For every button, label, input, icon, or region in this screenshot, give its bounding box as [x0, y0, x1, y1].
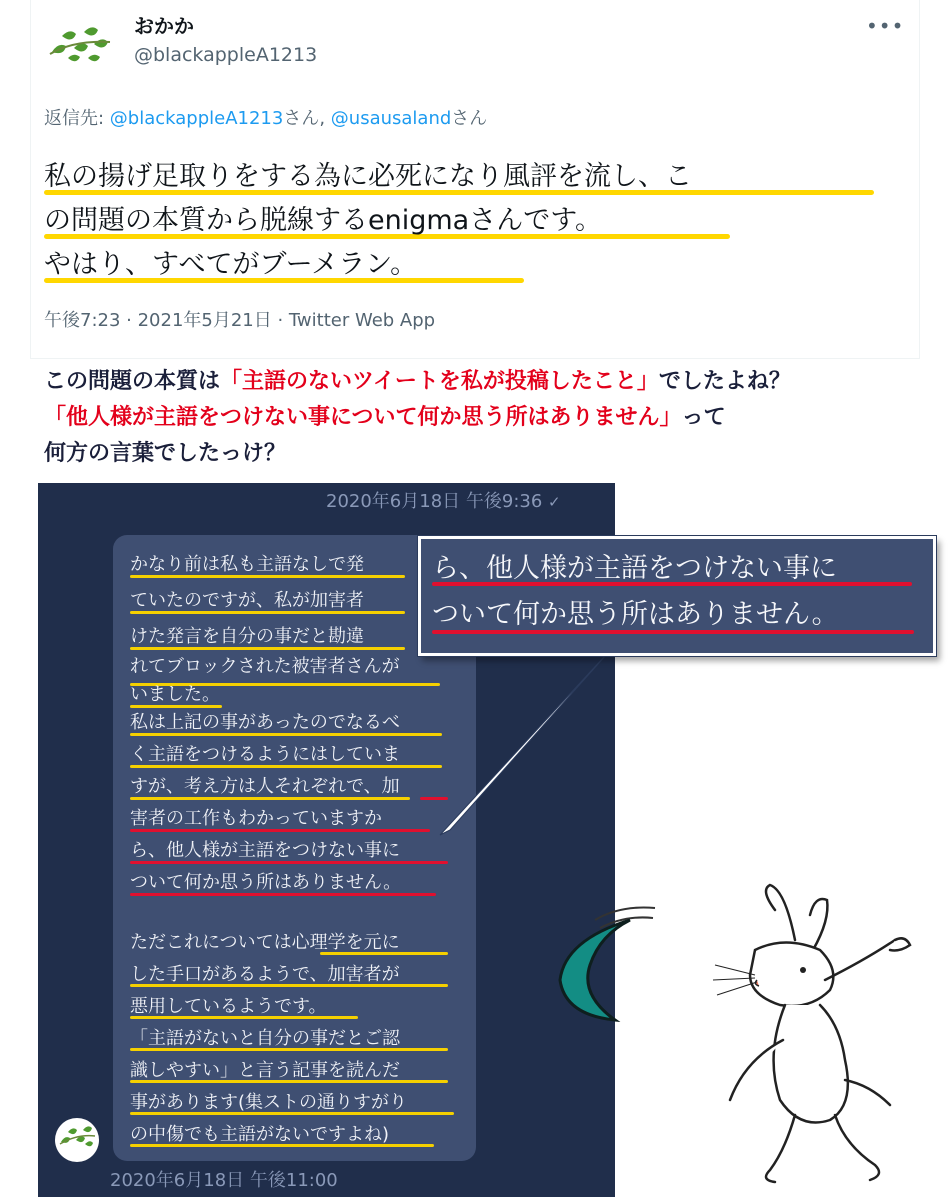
display-name[interactable]: おかか: [134, 14, 194, 38]
message-line: 識しやすい」と言う記事を読んだ: [130, 1060, 400, 1081]
rabbit-illustration: [545, 880, 945, 1200]
headline-text: でしたよね？: [658, 369, 791, 394]
reply-user-link[interactable]: @usausaland: [330, 108, 452, 129]
message-line: ついて何か思う所はありません。: [130, 872, 402, 893]
message-line: 事があります(集ストの通りすがり: [130, 1092, 408, 1113]
boomerang-illustration: [560, 920, 630, 1020]
headline-line: [44, 400, 726, 431]
message-line: かなり前は私も主語なしで発: [130, 554, 364, 575]
callout-pointer: [410, 640, 640, 840]
more-options-icon[interactable]: •••: [866, 14, 905, 38]
message-line: 害者の工作もわかっていますか: [130, 808, 382, 829]
ivy-avatar-icon[interactable]: [44, 14, 114, 74]
tweet-text-line: 私の揚げ足取りをする為に必死になり風評を流し、こ: [44, 161, 692, 192]
tweet-timestamp[interactable]: 午後7:23 · 2021年5月21日 · Twitter Web App: [44, 310, 436, 331]
message-line: すが、考え方は人それぞれで、加: [130, 776, 400, 797]
message-line: れてブロックされた被害者さんが: [130, 656, 400, 677]
message-line: した手口があるようで、加害者が: [130, 964, 400, 985]
tweet-text-line: やはり、すべてがブーメラン。: [44, 249, 418, 280]
headline-text: って: [681, 405, 726, 430]
headline-quote: 「他人様が主語をつけない事について何か思う所はありません」: [44, 405, 682, 430]
user-handle[interactable]: @blackappleA1213: [134, 44, 318, 66]
headline-quote: 「主語のないツイートを私が投稿したこと」: [220, 369, 659, 394]
message-line: 悪用しているようです。: [130, 996, 327, 1017]
message-line: ら、他人様が主語をつけない事に: [130, 840, 400, 861]
message-line: く主語をつけるようにはしていま: [130, 744, 400, 765]
message-line: けた発言を自分の事だと勘違: [130, 626, 364, 647]
message-line: 私は上記の事があったのでなるべ: [130, 712, 400, 733]
reply-prefix: 返信先:: [44, 108, 110, 129]
callout-line: ついて何か思う所はありません。: [432, 599, 839, 630]
timestamp-top: [326, 487, 561, 513]
read-check-icon: ✓: [548, 493, 561, 511]
headline-text: この問題の本質は: [44, 369, 221, 394]
message-line: 「主語がないと自分の事だとご認: [130, 1028, 400, 1049]
rabbit-eye: [800, 967, 806, 973]
reply-suffix: さん,: [283, 108, 331, 129]
timestamp-bottom: 2020年6月18日 午後11:00: [110, 1170, 338, 1191]
timestamp-text: 2020年6月18日 午後9:36: [326, 491, 543, 512]
tweet-text-line: の問題の本質から脱線するenigmaさんです。: [44, 205, 603, 236]
callout-line: ら、他人様が主語をつけない事に: [432, 553, 837, 584]
ivy-avatar-icon[interactable]: [55, 1118, 99, 1162]
headline-line: [44, 364, 791, 395]
message-line: いました。: [130, 684, 220, 705]
reply-user-link[interactable]: @blackappleA1213: [109, 108, 284, 129]
message-line: ただこれについては心理学を元に: [130, 932, 400, 953]
message-line: の中傷でも主語がないですよね): [130, 1124, 390, 1145]
message-line: ていたのですが、私が加害者: [130, 590, 364, 611]
reply-to-line: [44, 104, 487, 130]
headline-line: 何方の言葉でしたっけ？: [44, 441, 287, 466]
reply-suffix: さん: [451, 108, 488, 129]
